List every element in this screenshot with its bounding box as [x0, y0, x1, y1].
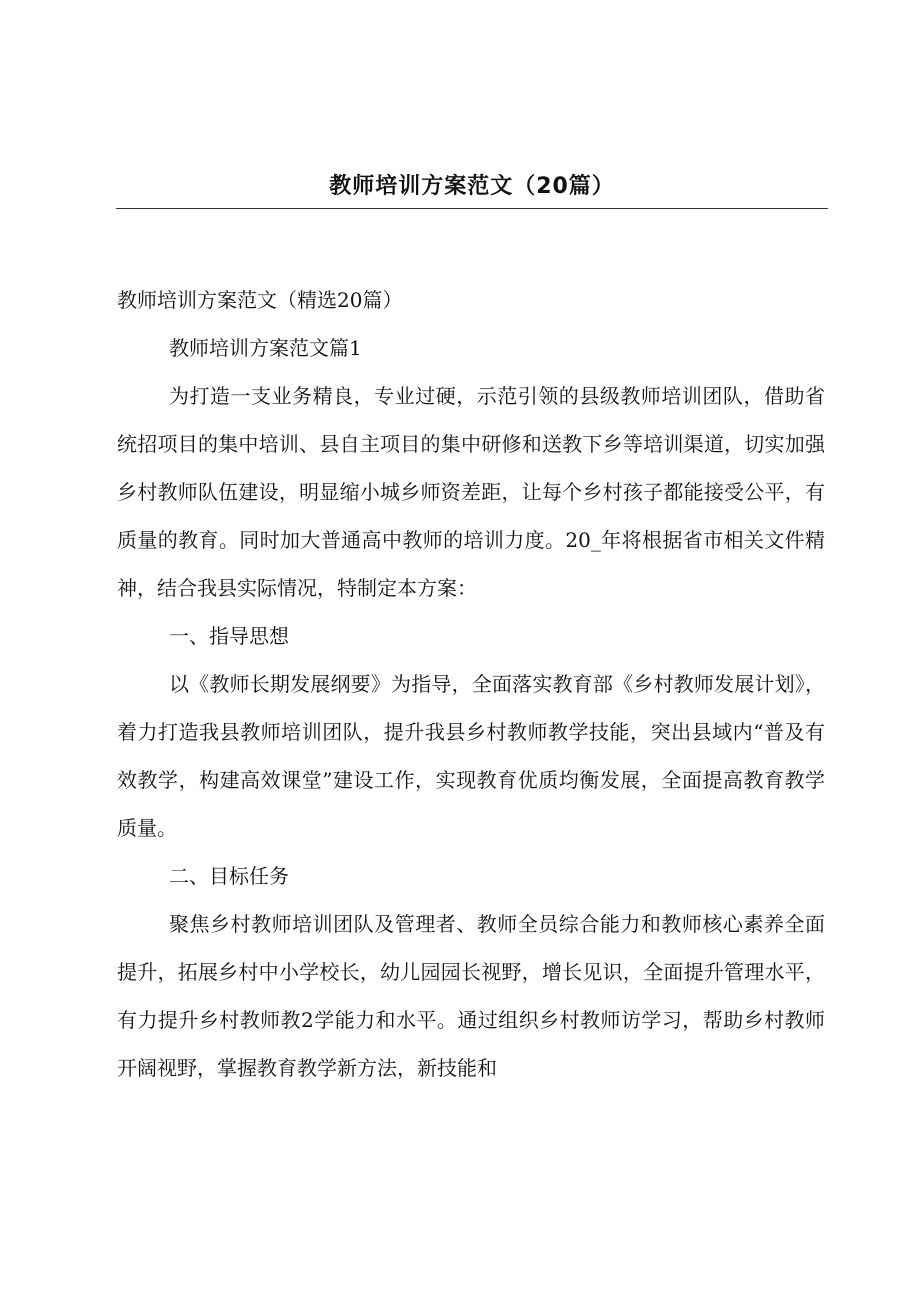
article-heading: 教师培训方案范文篇1 — [169, 336, 362, 360]
section-heading-goals-tasks: 二、目标任务 — [169, 864, 289, 888]
document-body — [117, 276, 825, 1092]
goals-tasks-paragraph: 聚焦乡村教师培训团队及管理者、教师全员综合能力和教师核心素养全面提升，拓展乡村中小学校长，幼儿园园长视野，增长见识，全面提升管理水平，有力提升乡村教师教2学能力和水平。通过组织乡村教师访学习，帮助乡村教师开阔视野，掌握教育教学新方法，新技能和 — [117, 912, 825, 1080]
section-heading-guiding-ideology: 一、指导思想 — [169, 624, 289, 648]
title-underline-divider — [116, 208, 828, 209]
guiding-ideology-paragraph: 以《教师长期发展纲要》为指导，全面落实教育部《乡村教师发展计划》，着力打造我县教师培训团队，提升我县乡村教师教学技能，突出县域内“普及有效教学，构建高效课堂”建设工作，实现教育优质均衡发展，全面提高教育教学质量。 — [117, 672, 825, 840]
intro-paragraph: 为打造一支业务精良，专业过硬，示范引领的县级教师培训团队，借助省统招项目的集中培训、县自主项目的集中研修和送教下乡等培训渠道，切实加强乡村教师队伍建设，明显缩小城乡师资差距，让每个乡村孩子都能接受公平，有质量的教育。同时加大普通高中教师的培训力度。20_年将根据省市相关文件精神，结合我县实际情况，特制定本方案： — [117, 384, 825, 600]
document-subtitle: 教师培训方案范文（精选20篇） — [117, 288, 403, 312]
document-title: 教师培训方案范文（20篇） — [329, 174, 615, 199]
